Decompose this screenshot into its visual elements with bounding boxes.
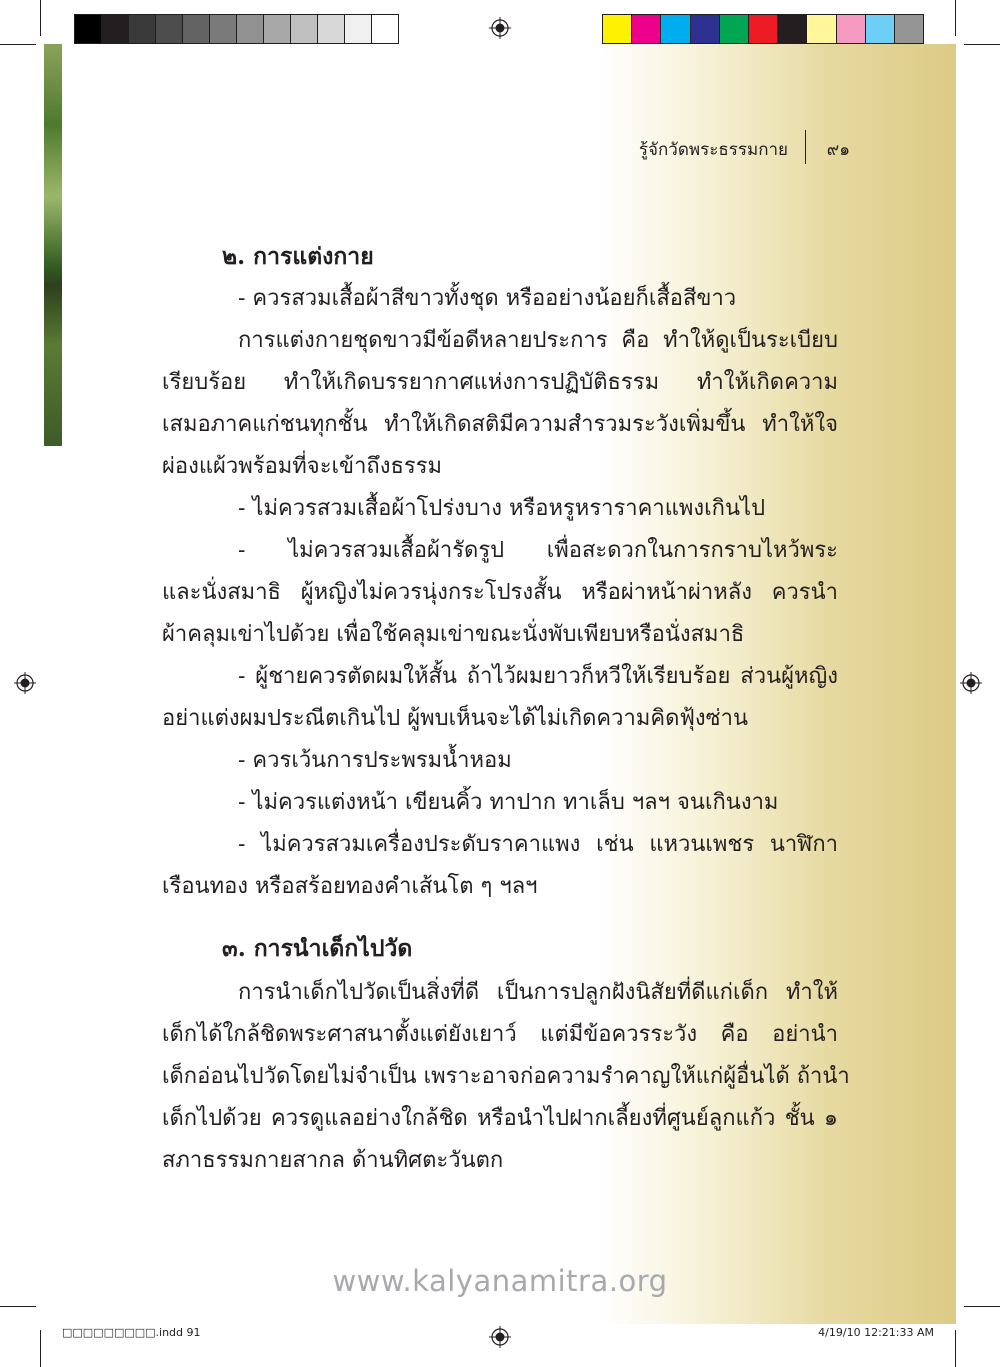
body-line: เสมอภาคแก่ชนทุกชั้น ทำให้เกิดสติมีความสำรวมระวังเพิ่มขึ้น ทำให้ใจ (162, 412, 838, 437)
color-swatch (749, 15, 778, 43)
color-swatch (720, 15, 749, 43)
color-swatch (129, 15, 156, 43)
body-line: - ไม่ควรสวมเสื้อผ้าโปร่งบาง หรือหรูหราราคาแพงเกินไป (238, 496, 766, 521)
body-line: เด็กไปด้วย ควรดูแลอย่างใกล้ชิด หรือนำไปฝากเลี้ยงที่ศูนย์ลูกแก้ว ชั้น ๑ (162, 1106, 838, 1131)
body-line: - ไม่ควรสวมเครื่องประดับราคาแพง เช่น แหวนเพชร นาฬิกา (238, 832, 838, 857)
running-head-divider (805, 130, 806, 164)
crop-mark (964, 1306, 1000, 1307)
registration-mark-icon (489, 17, 511, 39)
body-line: ผ่องแผ้วพร้อมที่จะเข้าถึงธรรม (162, 454, 443, 479)
body-line: สภาธรรมกายสากล ด้านทิศตะวันตก (162, 1148, 504, 1173)
color-swatch (183, 15, 210, 43)
color-calibration-bar (602, 14, 924, 44)
color-swatch (661, 15, 690, 43)
section-heading: ๓. การนำเด็กไปวัด (222, 935, 413, 962)
slug-timestamp: 4/19/10 12:21:33 AM (818, 1326, 934, 1339)
registration-mark-icon (960, 672, 982, 694)
page-number: ๙๑ (826, 140, 850, 160)
color-swatch (291, 15, 318, 43)
body-line: การแต่งกายชุดขาวมีข้อดีหลายประการ คือ ทำให้ดูเป็นระเบียบ (238, 328, 838, 353)
crop-mark (955, 1330, 956, 1367)
color-swatch (156, 15, 183, 43)
crop-mark (40, 1330, 41, 1367)
registration-mark-icon (14, 672, 36, 694)
color-swatch (837, 15, 866, 43)
slug-filename: □□□□□□□□□.indd 91 (62, 1326, 201, 1339)
body-line: เรียบร้อย ทำให้เกิดบรรยากาศแห่งการปฏิบัติธรรม ทำให้เกิดความ (162, 370, 838, 395)
body-line: - ควรสวมเสื้อผ้าสีขาวทั้งชุด หรืออย่างน้อยก็เสื้อสีขาว (238, 286, 737, 311)
color-swatch (895, 15, 923, 43)
body-line: - ผู้ชายควรตัดผมให้สั้น ถ้าไว้ผมยาวก็หวีให้เรียบร้อย ส่วนผู้หญิง (238, 664, 838, 689)
crop-mark (955, 0, 956, 36)
color-swatch (807, 15, 836, 43)
photo-strip (44, 44, 62, 446)
registration-mark-icon (489, 1326, 511, 1348)
running-head-title: รู้จักวัดพระธรรมกาย (638, 140, 788, 160)
body-line: และนั่งสมาธิ ผู้หญิงไม่ควรนุ่งกระโปรงสั้น หรือผ่าหน้าผ่าหลัง ควรนำ (162, 580, 838, 605)
color-swatch (345, 15, 372, 43)
body-line: - ไม่ควรแต่งหน้า เขียนคิ้ว ทาปาก ทาเล็บ ฯลฯ จนเกินงาม (238, 790, 779, 815)
color-swatch (778, 15, 807, 43)
crop-mark (0, 44, 36, 45)
body-line: การนำเด็กไปวัดเป็นสิ่งที่ดี เป็นการปลูกฝังนิสัยที่ดีแก่เด็ก ทำให้ (238, 980, 838, 1005)
body-line: เด็กอ่อนไปวัดโดยไม่จำเป็น เพราะอาจก่อความรำคาญให้แก่ผู้อื่นได้ ถ้านำ (162, 1064, 850, 1089)
color-swatch (632, 15, 661, 43)
grey-calibration-bar (74, 14, 399, 44)
body-line: อย่าแต่งผมประณีตเกินไป ผู้พบเห็นจะได้ไม่เกิดความคิดฟุ้งซ่าน (162, 706, 748, 731)
color-swatch (102, 15, 129, 43)
body-line: - ควรเว้นการประพรมน้ำหอม (238, 748, 512, 773)
body-line: เรือนทอง หรือสร้อยทองคำเส้นโต ๆ ฯลฯ (162, 874, 538, 899)
section-heading: ๒. การแต่งกาย (222, 243, 374, 270)
crop-mark (0, 1306, 36, 1307)
color-swatch (372, 15, 398, 43)
crop-mark (964, 44, 1000, 45)
body-line: - ไม่ควรสวมเสื้อผ้ารัดรูป เพื่อสะดวกในการกราบไหว้พระ (238, 538, 838, 563)
color-swatch (603, 15, 632, 43)
crop-mark (40, 0, 41, 36)
color-swatch (318, 15, 345, 43)
color-swatch (691, 15, 720, 43)
color-swatch (237, 15, 264, 43)
running-head (600, 136, 850, 166)
color-swatch (264, 15, 291, 43)
body-line: ผ้าคลุมเข่าไปด้วย เพื่อใช้คลุมเข่าขณะนั่งพับเพียบหรือนั่งสมาธิ (162, 622, 745, 647)
color-swatch (75, 15, 102, 43)
watermark: www.kalyanamitra.org (332, 1264, 668, 1298)
body-line: เด็กได้ใกล้ชิดพระศาสนาตั้งแต่ยังเยาว์ แต่มีข้อควรระวัง คือ อย่านำ (162, 1022, 838, 1047)
color-swatch (210, 15, 237, 43)
color-swatch (866, 15, 895, 43)
